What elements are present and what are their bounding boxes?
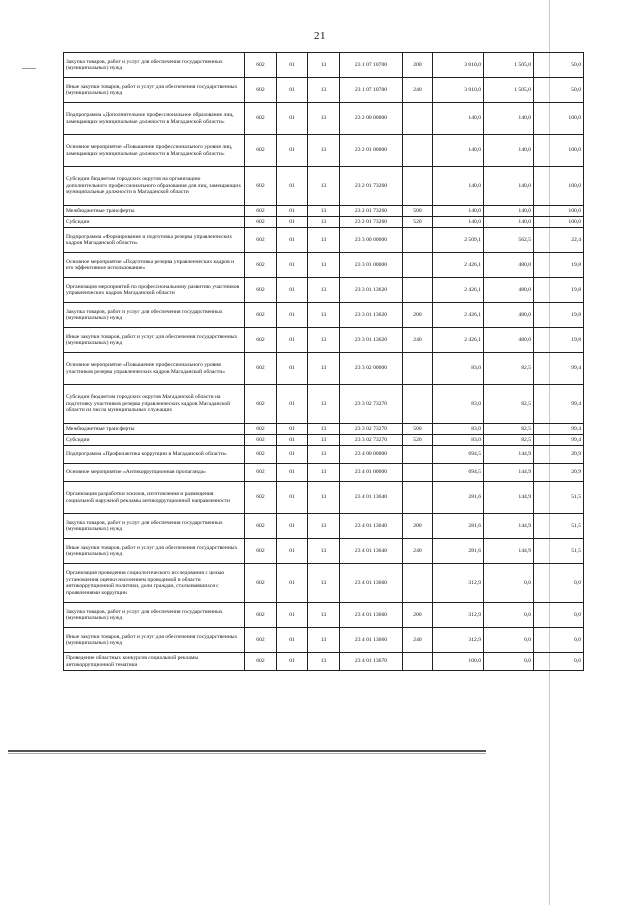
row-target-article: 23 3 01 00000 bbox=[340, 253, 403, 278]
row-name-cell: Иные закупки товаров, работ и услуг для обеспечения государственных (муниципальных) нужд bbox=[64, 78, 245, 103]
row-expense-type: 520 bbox=[403, 217, 433, 228]
row-section-code: 01 bbox=[277, 539, 308, 564]
row-ministry-code: 602 bbox=[245, 328, 277, 353]
table-row bbox=[64, 464, 584, 482]
row-execution-percent: 100,0 bbox=[534, 206, 584, 217]
row-expense-type: 240 bbox=[403, 628, 433, 653]
row-execution-percent: 19,8 bbox=[534, 278, 584, 303]
row-target-article: 23 1 07 10700 bbox=[340, 53, 403, 78]
table-row bbox=[64, 514, 584, 539]
row-section-code: 01 bbox=[277, 103, 308, 135]
row-ministry-code: 602 bbox=[245, 303, 277, 328]
row-expense-type bbox=[403, 135, 433, 167]
row-execution-percent: 99,4 bbox=[534, 385, 584, 424]
row-expense-type: 200 bbox=[403, 53, 433, 78]
row-subsection-code: 13 bbox=[308, 328, 340, 353]
row-expense-type bbox=[403, 653, 433, 671]
table-row bbox=[64, 482, 584, 514]
row-expense-type bbox=[403, 353, 433, 385]
row-section-code: 01 bbox=[277, 564, 308, 603]
row-expense-type: 240 bbox=[403, 539, 433, 564]
row-executed-amount: 1 505,0 bbox=[484, 78, 534, 103]
row-target-article: 23 3 01 13620 bbox=[340, 328, 403, 353]
row-name-cell: Организация проведения социологического исследования с целью установления оценки населением проводимой в области антикоррупционной политики, доли граждан, сталкивавшихся с проявлениями коррупции bbox=[64, 564, 245, 603]
row-execution-percent: 51,5 bbox=[534, 514, 584, 539]
row-execution-percent: 50,0 bbox=[534, 78, 584, 103]
table-row bbox=[64, 628, 584, 653]
row-section-code: 01 bbox=[277, 464, 308, 482]
budget-table bbox=[63, 52, 584, 671]
row-section-code: 01 bbox=[277, 253, 308, 278]
row-approved-amount: 83,0 bbox=[433, 435, 484, 446]
row-section-code: 01 bbox=[277, 628, 308, 653]
row-approved-amount: 83,0 bbox=[433, 385, 484, 424]
row-subsection-code: 13 bbox=[308, 435, 340, 446]
row-ministry-code: 602 bbox=[245, 217, 277, 228]
table-row bbox=[64, 424, 584, 435]
table-row bbox=[64, 385, 584, 424]
scan-edge-mark bbox=[22, 68, 36, 69]
row-executed-amount: 144,9 bbox=[484, 482, 534, 514]
row-expense-type: 240 bbox=[403, 328, 433, 353]
row-expense-type: 500 bbox=[403, 424, 433, 435]
row-subsection-code: 13 bbox=[308, 103, 340, 135]
row-subsection-code: 13 bbox=[308, 253, 340, 278]
row-subsection-code: 13 bbox=[308, 278, 340, 303]
row-executed-amount: 480,0 bbox=[484, 303, 534, 328]
row-target-article: 23 3 02 73270 bbox=[340, 435, 403, 446]
row-target-article: 23 4 00 00000 bbox=[340, 446, 403, 464]
row-executed-amount: 82,5 bbox=[484, 353, 534, 385]
row-approved-amount: 140,0 bbox=[433, 217, 484, 228]
row-executed-amount: 82,5 bbox=[484, 385, 534, 424]
row-approved-amount: 83,0 bbox=[433, 353, 484, 385]
scan-artifact-line bbox=[8, 750, 486, 752]
row-approved-amount: 100,0 bbox=[433, 653, 484, 671]
row-approved-amount: 312,9 bbox=[433, 628, 484, 653]
table-row bbox=[64, 653, 584, 671]
row-name-cell: Субсидии бюджетам городских округов Магаданской области на подготовку участников резерва управленческих кадров Магаданской области из числа муниципальных служащих bbox=[64, 385, 245, 424]
row-subsection-code: 13 bbox=[308, 206, 340, 217]
row-name-cell: Субсидии bbox=[64, 217, 245, 228]
row-executed-amount: 0,0 bbox=[484, 564, 534, 603]
row-target-article: 23 4 01 13640 bbox=[340, 539, 403, 564]
table-row bbox=[64, 53, 584, 78]
row-target-article: 23 2 00 00000 bbox=[340, 103, 403, 135]
row-approved-amount: 694,5 bbox=[433, 446, 484, 464]
table-row bbox=[64, 253, 584, 278]
row-name-cell: Подпрограмма «Дополнительное профессиональное образование лиц, замещающих муниципальные должности в Магаданской области» bbox=[64, 103, 245, 135]
row-executed-amount: 140,0 bbox=[484, 103, 534, 135]
row-ministry-code: 602 bbox=[245, 435, 277, 446]
row-target-article: 23 2 01 73260 bbox=[340, 206, 403, 217]
row-execution-percent: 100,0 bbox=[534, 217, 584, 228]
row-executed-amount: 0,0 bbox=[484, 653, 534, 671]
row-expense-type: 200 bbox=[403, 603, 433, 628]
row-section-code: 01 bbox=[277, 303, 308, 328]
row-executed-amount: 144,9 bbox=[484, 464, 534, 482]
row-expense-type bbox=[403, 564, 433, 603]
row-target-article: 23 3 02 73270 bbox=[340, 385, 403, 424]
row-execution-percent: 19,8 bbox=[534, 328, 584, 353]
row-name-cell: Закупка товаров, работ и услуг для обеспечения государственных (муниципальных) нужд bbox=[64, 303, 245, 328]
row-section-code: 01 bbox=[277, 328, 308, 353]
table-row bbox=[64, 603, 584, 628]
row-section-code: 01 bbox=[277, 53, 308, 78]
table-row bbox=[64, 303, 584, 328]
row-subsection-code: 13 bbox=[308, 167, 340, 206]
row-approved-amount: 312,9 bbox=[433, 603, 484, 628]
row-target-article: 23 4 01 13660 bbox=[340, 564, 403, 603]
row-expense-type: 200 bbox=[403, 514, 433, 539]
row-ministry-code: 602 bbox=[245, 253, 277, 278]
row-target-article: 23 3 01 13620 bbox=[340, 278, 403, 303]
row-name-cell: Иные закупки товаров, работ и услуг для обеспечения государственных (муниципальных) нужд bbox=[64, 628, 245, 653]
row-approved-amount: 281,6 bbox=[433, 482, 484, 514]
row-execution-percent: 51,5 bbox=[534, 482, 584, 514]
row-ministry-code: 602 bbox=[245, 228, 277, 253]
row-subsection-code: 13 bbox=[308, 228, 340, 253]
row-ministry-code: 602 bbox=[245, 564, 277, 603]
row-target-article: 23 4 01 13640 bbox=[340, 482, 403, 514]
row-section-code: 01 bbox=[277, 353, 308, 385]
row-expense-type bbox=[403, 167, 433, 206]
row-execution-percent: 20,9 bbox=[534, 446, 584, 464]
row-name-cell: Организация разработки эскизов, изготовления и размещения социальной наружной рекламы антикоррупционной направленности bbox=[64, 482, 245, 514]
table-row bbox=[64, 167, 584, 206]
row-execution-percent: 99,4 bbox=[534, 424, 584, 435]
row-name-cell: Основное мероприятие «Повышение профессионального уровня участников резерва управленческих кадров Магаданской области» bbox=[64, 353, 245, 385]
row-name-cell: Подпрограмма «Профилактика коррупции в Магаданской области» bbox=[64, 446, 245, 464]
row-target-article: 23 2 01 73260 bbox=[340, 167, 403, 206]
row-expense-type bbox=[403, 385, 433, 424]
row-execution-percent: 99,4 bbox=[534, 353, 584, 385]
row-executed-amount: 1 505,0 bbox=[484, 53, 534, 78]
row-approved-amount: 140,0 bbox=[433, 167, 484, 206]
row-ministry-code: 602 bbox=[245, 603, 277, 628]
row-approved-amount: 312,9 bbox=[433, 564, 484, 603]
row-expense-type bbox=[403, 446, 433, 464]
row-executed-amount: 480,0 bbox=[484, 278, 534, 303]
row-subsection-code: 13 bbox=[308, 353, 340, 385]
table-row bbox=[64, 135, 584, 167]
row-ministry-code: 602 bbox=[245, 385, 277, 424]
row-subsection-code: 13 bbox=[308, 217, 340, 228]
row-approved-amount: 694,5 bbox=[433, 464, 484, 482]
row-name-cell: Закупка товаров, работ и услуг для обеспечения государственных (муниципальных) нужд bbox=[64, 53, 245, 78]
row-ministry-code: 602 bbox=[245, 482, 277, 514]
row-executed-amount: 562,5 bbox=[484, 228, 534, 253]
row-ministry-code: 602 bbox=[245, 103, 277, 135]
row-target-article: 23 3 02 73270 bbox=[340, 424, 403, 435]
row-expense-type: 240 bbox=[403, 78, 433, 103]
row-name-cell: Межбюджетные трансферты bbox=[64, 424, 245, 435]
row-ministry-code: 602 bbox=[245, 278, 277, 303]
row-subsection-code: 13 bbox=[308, 564, 340, 603]
row-ministry-code: 602 bbox=[245, 514, 277, 539]
row-name-cell: Иные закупки товаров, работ и услуг для обеспечения государственных (муниципальных) нужд bbox=[64, 539, 245, 564]
row-section-code: 01 bbox=[277, 167, 308, 206]
row-expense-type bbox=[403, 482, 433, 514]
row-approved-amount: 83,0 bbox=[433, 424, 484, 435]
row-subsection-code: 13 bbox=[308, 514, 340, 539]
table-row bbox=[64, 206, 584, 217]
row-expense-type bbox=[403, 228, 433, 253]
row-execution-percent: 22,4 bbox=[534, 228, 584, 253]
row-section-code: 01 bbox=[277, 603, 308, 628]
table-row bbox=[64, 446, 584, 464]
row-execution-percent: 100,0 bbox=[534, 167, 584, 206]
row-executed-amount: 0,0 bbox=[484, 603, 534, 628]
row-ministry-code: 602 bbox=[245, 464, 277, 482]
row-section-code: 01 bbox=[277, 385, 308, 424]
row-approved-amount: 2 426,1 bbox=[433, 253, 484, 278]
row-target-article: 23 3 02 00000 bbox=[340, 353, 403, 385]
row-subsection-code: 13 bbox=[308, 464, 340, 482]
row-section-code: 01 bbox=[277, 482, 308, 514]
row-name-cell: Иные закупки товаров, работ и услуг для обеспечения государственных (муниципальных) нужд bbox=[64, 328, 245, 353]
row-executed-amount: 144,9 bbox=[484, 514, 534, 539]
row-ministry-code: 602 bbox=[245, 424, 277, 435]
table-row bbox=[64, 435, 584, 446]
row-section-code: 01 bbox=[277, 135, 308, 167]
budget-table-body bbox=[64, 53, 584, 671]
row-target-article: 23 2 01 73260 bbox=[340, 217, 403, 228]
row-subsection-code: 13 bbox=[308, 53, 340, 78]
row-subsection-code: 13 bbox=[308, 628, 340, 653]
row-expense-type: 520 bbox=[403, 435, 433, 446]
row-approved-amount: 281,6 bbox=[433, 514, 484, 539]
row-expense-type bbox=[403, 278, 433, 303]
table-row bbox=[64, 328, 584, 353]
row-subsection-code: 13 bbox=[308, 446, 340, 464]
row-approved-amount: 2 509,1 bbox=[433, 228, 484, 253]
row-executed-amount: 480,0 bbox=[484, 328, 534, 353]
row-section-code: 01 bbox=[277, 435, 308, 446]
row-ministry-code: 602 bbox=[245, 135, 277, 167]
row-name-cell: Подпрограмма «Формирование и подготовка резерва управленческих кадров Магаданской области» bbox=[64, 228, 245, 253]
row-execution-percent: 100,0 bbox=[534, 103, 584, 135]
table-row bbox=[64, 228, 584, 253]
row-target-article: 23 4 01 00000 bbox=[340, 464, 403, 482]
row-subsection-code: 13 bbox=[308, 424, 340, 435]
row-target-article: 23 3 01 13620 bbox=[340, 303, 403, 328]
row-ministry-code: 602 bbox=[245, 628, 277, 653]
row-approved-amount: 3 010,0 bbox=[433, 53, 484, 78]
row-executed-amount: 140,0 bbox=[484, 206, 534, 217]
row-execution-percent: 0,0 bbox=[534, 564, 584, 603]
row-execution-percent: 99,4 bbox=[534, 435, 584, 446]
row-subsection-code: 13 bbox=[308, 603, 340, 628]
row-approved-amount: 2 426,1 bbox=[433, 278, 484, 303]
row-target-article: 23 1 07 10700 bbox=[340, 78, 403, 103]
row-section-code: 01 bbox=[277, 78, 308, 103]
row-section-code: 01 bbox=[277, 653, 308, 671]
row-name-cell: Организация мероприятий по профессиональному развитию участников управленческих кадров Магаданской области bbox=[64, 278, 245, 303]
row-executed-amount: 82,5 bbox=[484, 435, 534, 446]
row-subsection-code: 13 bbox=[308, 78, 340, 103]
row-subsection-code: 13 bbox=[308, 482, 340, 514]
row-executed-amount: 140,0 bbox=[484, 167, 534, 206]
row-name-cell: Закупка товаров, работ и услуг для обеспечения государственных (муниципальных) нужд bbox=[64, 514, 245, 539]
row-subsection-code: 13 bbox=[308, 303, 340, 328]
row-subsection-code: 13 bbox=[308, 385, 340, 424]
row-target-article: 23 2 01 00000 bbox=[340, 135, 403, 167]
row-execution-percent: 20,9 bbox=[534, 464, 584, 482]
row-execution-percent: 0,0 bbox=[534, 603, 584, 628]
row-section-code: 01 bbox=[277, 228, 308, 253]
row-section-code: 01 bbox=[277, 206, 308, 217]
row-section-code: 01 bbox=[277, 424, 308, 435]
row-name-cell: Закупка товаров, работ и услуг для обеспечения государственных (муниципальных) нужд bbox=[64, 603, 245, 628]
row-target-article: 23 4 01 13660 bbox=[340, 628, 403, 653]
row-name-cell: Субсидии bbox=[64, 435, 245, 446]
table-row bbox=[64, 539, 584, 564]
row-section-code: 01 bbox=[277, 514, 308, 539]
row-name-cell: Межбюджетные трансферты bbox=[64, 206, 245, 217]
row-subsection-code: 13 bbox=[308, 539, 340, 564]
row-approved-amount: 140,0 bbox=[433, 135, 484, 167]
row-target-article: 23 4 01 13670 bbox=[340, 653, 403, 671]
table-row bbox=[64, 217, 584, 228]
row-execution-percent: 19,8 bbox=[534, 253, 584, 278]
scan-artifact-line-shadow bbox=[8, 753, 486, 754]
row-expense-type: 500 bbox=[403, 206, 433, 217]
row-ministry-code: 602 bbox=[245, 206, 277, 217]
row-executed-amount: 0,0 bbox=[484, 628, 534, 653]
row-executed-amount: 140,0 bbox=[484, 135, 534, 167]
row-execution-percent: 19,8 bbox=[534, 303, 584, 328]
table-row bbox=[64, 353, 584, 385]
row-expense-type bbox=[403, 253, 433, 278]
row-section-code: 01 bbox=[277, 278, 308, 303]
row-approved-amount: 140,0 bbox=[433, 103, 484, 135]
row-ministry-code: 602 bbox=[245, 446, 277, 464]
row-ministry-code: 602 bbox=[245, 653, 277, 671]
row-ministry-code: 602 bbox=[245, 353, 277, 385]
row-section-code: 01 bbox=[277, 446, 308, 464]
row-execution-percent: 50,0 bbox=[534, 53, 584, 78]
page-number: 21 bbox=[314, 30, 326, 42]
table-row bbox=[64, 103, 584, 135]
row-name-cell: Основное мероприятие «Антикоррупционная пропаганда» bbox=[64, 464, 245, 482]
row-approved-amount: 281,6 bbox=[433, 539, 484, 564]
row-name-cell: Основное мероприятие «Повышение профессионального уровня лиц, замещающих муниципальные должности в Магаданской области» bbox=[64, 135, 245, 167]
row-section-code: 01 bbox=[277, 217, 308, 228]
row-name-cell: Проведение областных конкурсов социальной рекламы антикоррупционной тематики bbox=[64, 653, 245, 671]
row-ministry-code: 602 bbox=[245, 539, 277, 564]
row-execution-percent: 51,5 bbox=[534, 539, 584, 564]
table-row bbox=[64, 564, 584, 603]
row-ministry-code: 602 bbox=[245, 53, 277, 78]
row-executed-amount: 144,9 bbox=[484, 446, 534, 464]
row-expense-type bbox=[403, 103, 433, 135]
row-approved-amount: 2 426,1 bbox=[433, 328, 484, 353]
row-ministry-code: 602 bbox=[245, 78, 277, 103]
row-execution-percent: 100,0 bbox=[534, 135, 584, 167]
row-target-article: 23 3 00 00000 bbox=[340, 228, 403, 253]
row-target-article: 23 4 01 13660 bbox=[340, 603, 403, 628]
row-target-article: 23 4 01 13640 bbox=[340, 514, 403, 539]
table-row bbox=[64, 278, 584, 303]
row-executed-amount: 480,0 bbox=[484, 253, 534, 278]
row-expense-type bbox=[403, 464, 433, 482]
row-approved-amount: 3 010,0 bbox=[433, 78, 484, 103]
row-subsection-code: 13 bbox=[308, 653, 340, 671]
row-subsection-code: 13 bbox=[308, 135, 340, 167]
row-executed-amount: 144,9 bbox=[484, 539, 534, 564]
row-name-cell: Субсидии бюджетам городских округов на организацию дополнительного профессионального образования для лиц, замещающих муниципальные должности в Магаданской области bbox=[64, 167, 245, 206]
row-expense-type: 200 bbox=[403, 303, 433, 328]
row-executed-amount: 140,0 bbox=[484, 217, 534, 228]
row-name-cell: Основное мероприятие «Подготовка резерва управленческих кадров и его эффективное использование» bbox=[64, 253, 245, 278]
row-approved-amount: 2 426,1 bbox=[433, 303, 484, 328]
row-executed-amount: 82,5 bbox=[484, 424, 534, 435]
row-ministry-code: 602 bbox=[245, 167, 277, 206]
row-execution-percent: 0,0 bbox=[534, 653, 584, 671]
row-approved-amount: 140,0 bbox=[433, 206, 484, 217]
table-row bbox=[64, 78, 584, 103]
row-execution-percent: 0,0 bbox=[534, 628, 584, 653]
